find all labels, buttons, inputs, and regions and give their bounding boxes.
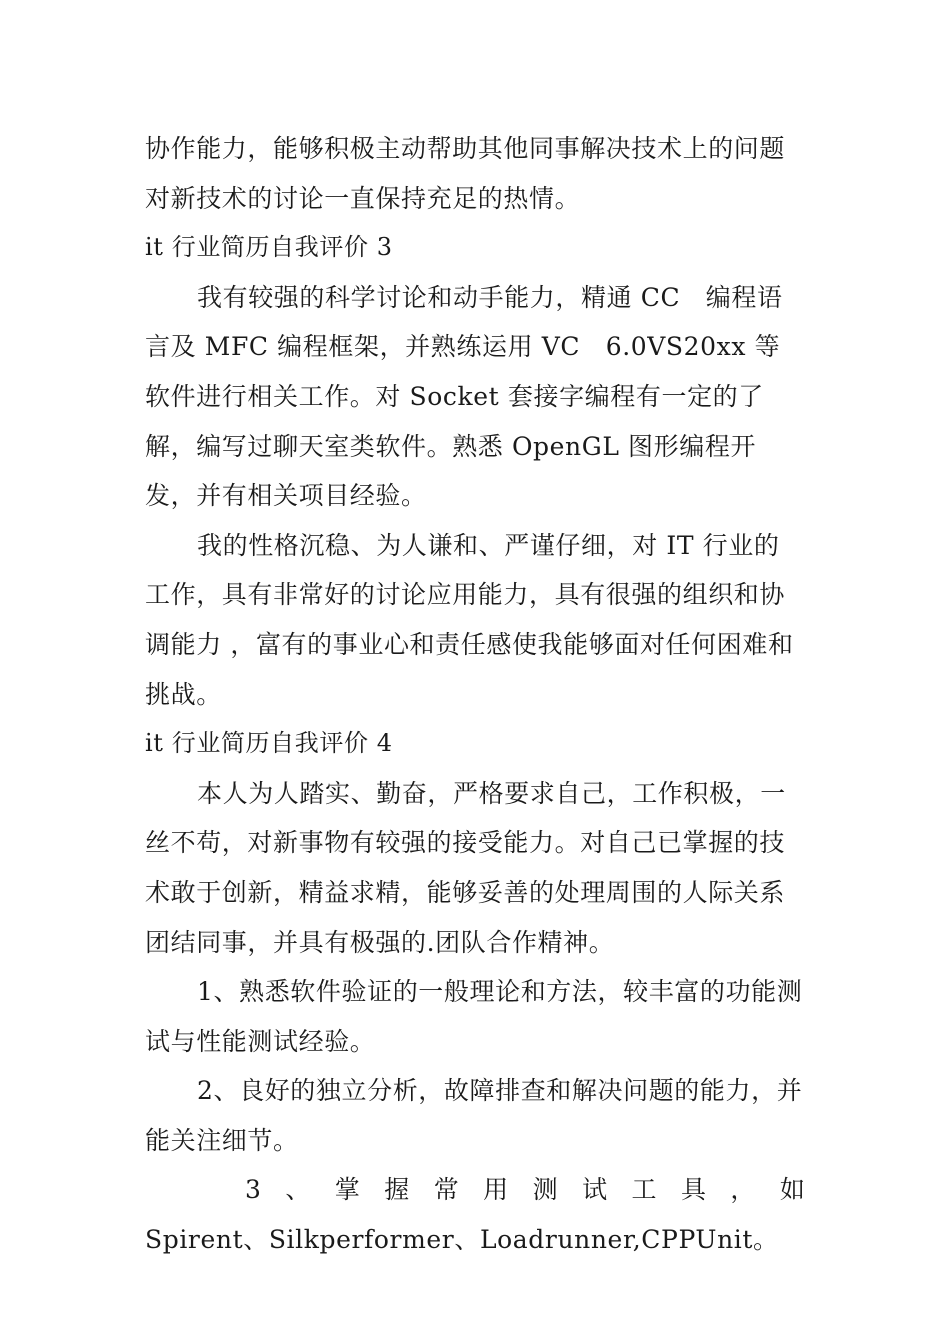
list-item-3-char: 握 [384, 1175, 410, 1205]
list-item-3-line-1 [145, 1165, 805, 1215]
list-item-3-char: 工 [631, 1175, 657, 1205]
list-item-1: 1、熟悉软件验证的一般理论和方法，较丰富的功能测试与性能测试经验。 [145, 977, 803, 1056]
list-item-3-char: 常 [433, 1175, 459, 1205]
section-heading-4: it 行业简历自我评价 4 [145, 729, 393, 758]
list-item-3-char: 3 [245, 1175, 261, 1205]
paragraph-3a: 我有较强的科学讨论和动手能力，精通 CC 编程语言及 MFC 编程框架，并熟练运用 VC 6.0VS20xx 等软件进行相关工作。对 Socket 套接字编程有一定的了解，编写过聊天室类软件。熟悉 OpenGL 图形编程开发，并有相关项目经验。 [145, 282, 783, 511]
paragraph-4a: 本人为人踏实、勤奋，严格要求自己，工作积极，一丝不苟，对新事物有较强的接受能力。对自己已掌握的技术敢于创新，精益求精，能够妥善的处理周围的人际关系团结同事，并具有极强的.团队合作精神。 [145, 778, 786, 957]
list-item-3-char: 如 [779, 1175, 805, 1205]
document-body [145, 124, 805, 1265]
list-item-3-char: 试 [582, 1175, 608, 1205]
paragraph-3b: 我的性格沉稳、为人谦和、严谨仔细，对 IT 行业的工作，具有非常好的讨论应用能力，具有很强的组织和协调能力 ，富有的事业心和责任感使我能够面对任何困难和挑战。 [145, 530, 794, 709]
list-item-3-char: 具 [680, 1175, 706, 1205]
section-heading-3: it 行业简历自我评价 3 [145, 233, 393, 262]
list-item-3-line-2: Spirent、Silkperformer、Loadrunner,CPPUnit。 [145, 1225, 779, 1255]
list-item-3-char: ， [730, 1175, 756, 1205]
list-item-3-char: 、 [285, 1175, 311, 1205]
list-item-3-char: 用 [483, 1175, 509, 1205]
paragraph-continued: 协作能力，能够积极主动帮助其他同事解决技术上的问题对新技术的讨论一直保持充足的热情。 [145, 134, 786, 213]
list-item-3-char: 掌 [334, 1175, 360, 1205]
list-item-2: 2、良好的独立分析，故障排查和解决问题的能力，并能关注细节。 [145, 1076, 803, 1155]
list-item-3-char: 测 [532, 1175, 558, 1205]
